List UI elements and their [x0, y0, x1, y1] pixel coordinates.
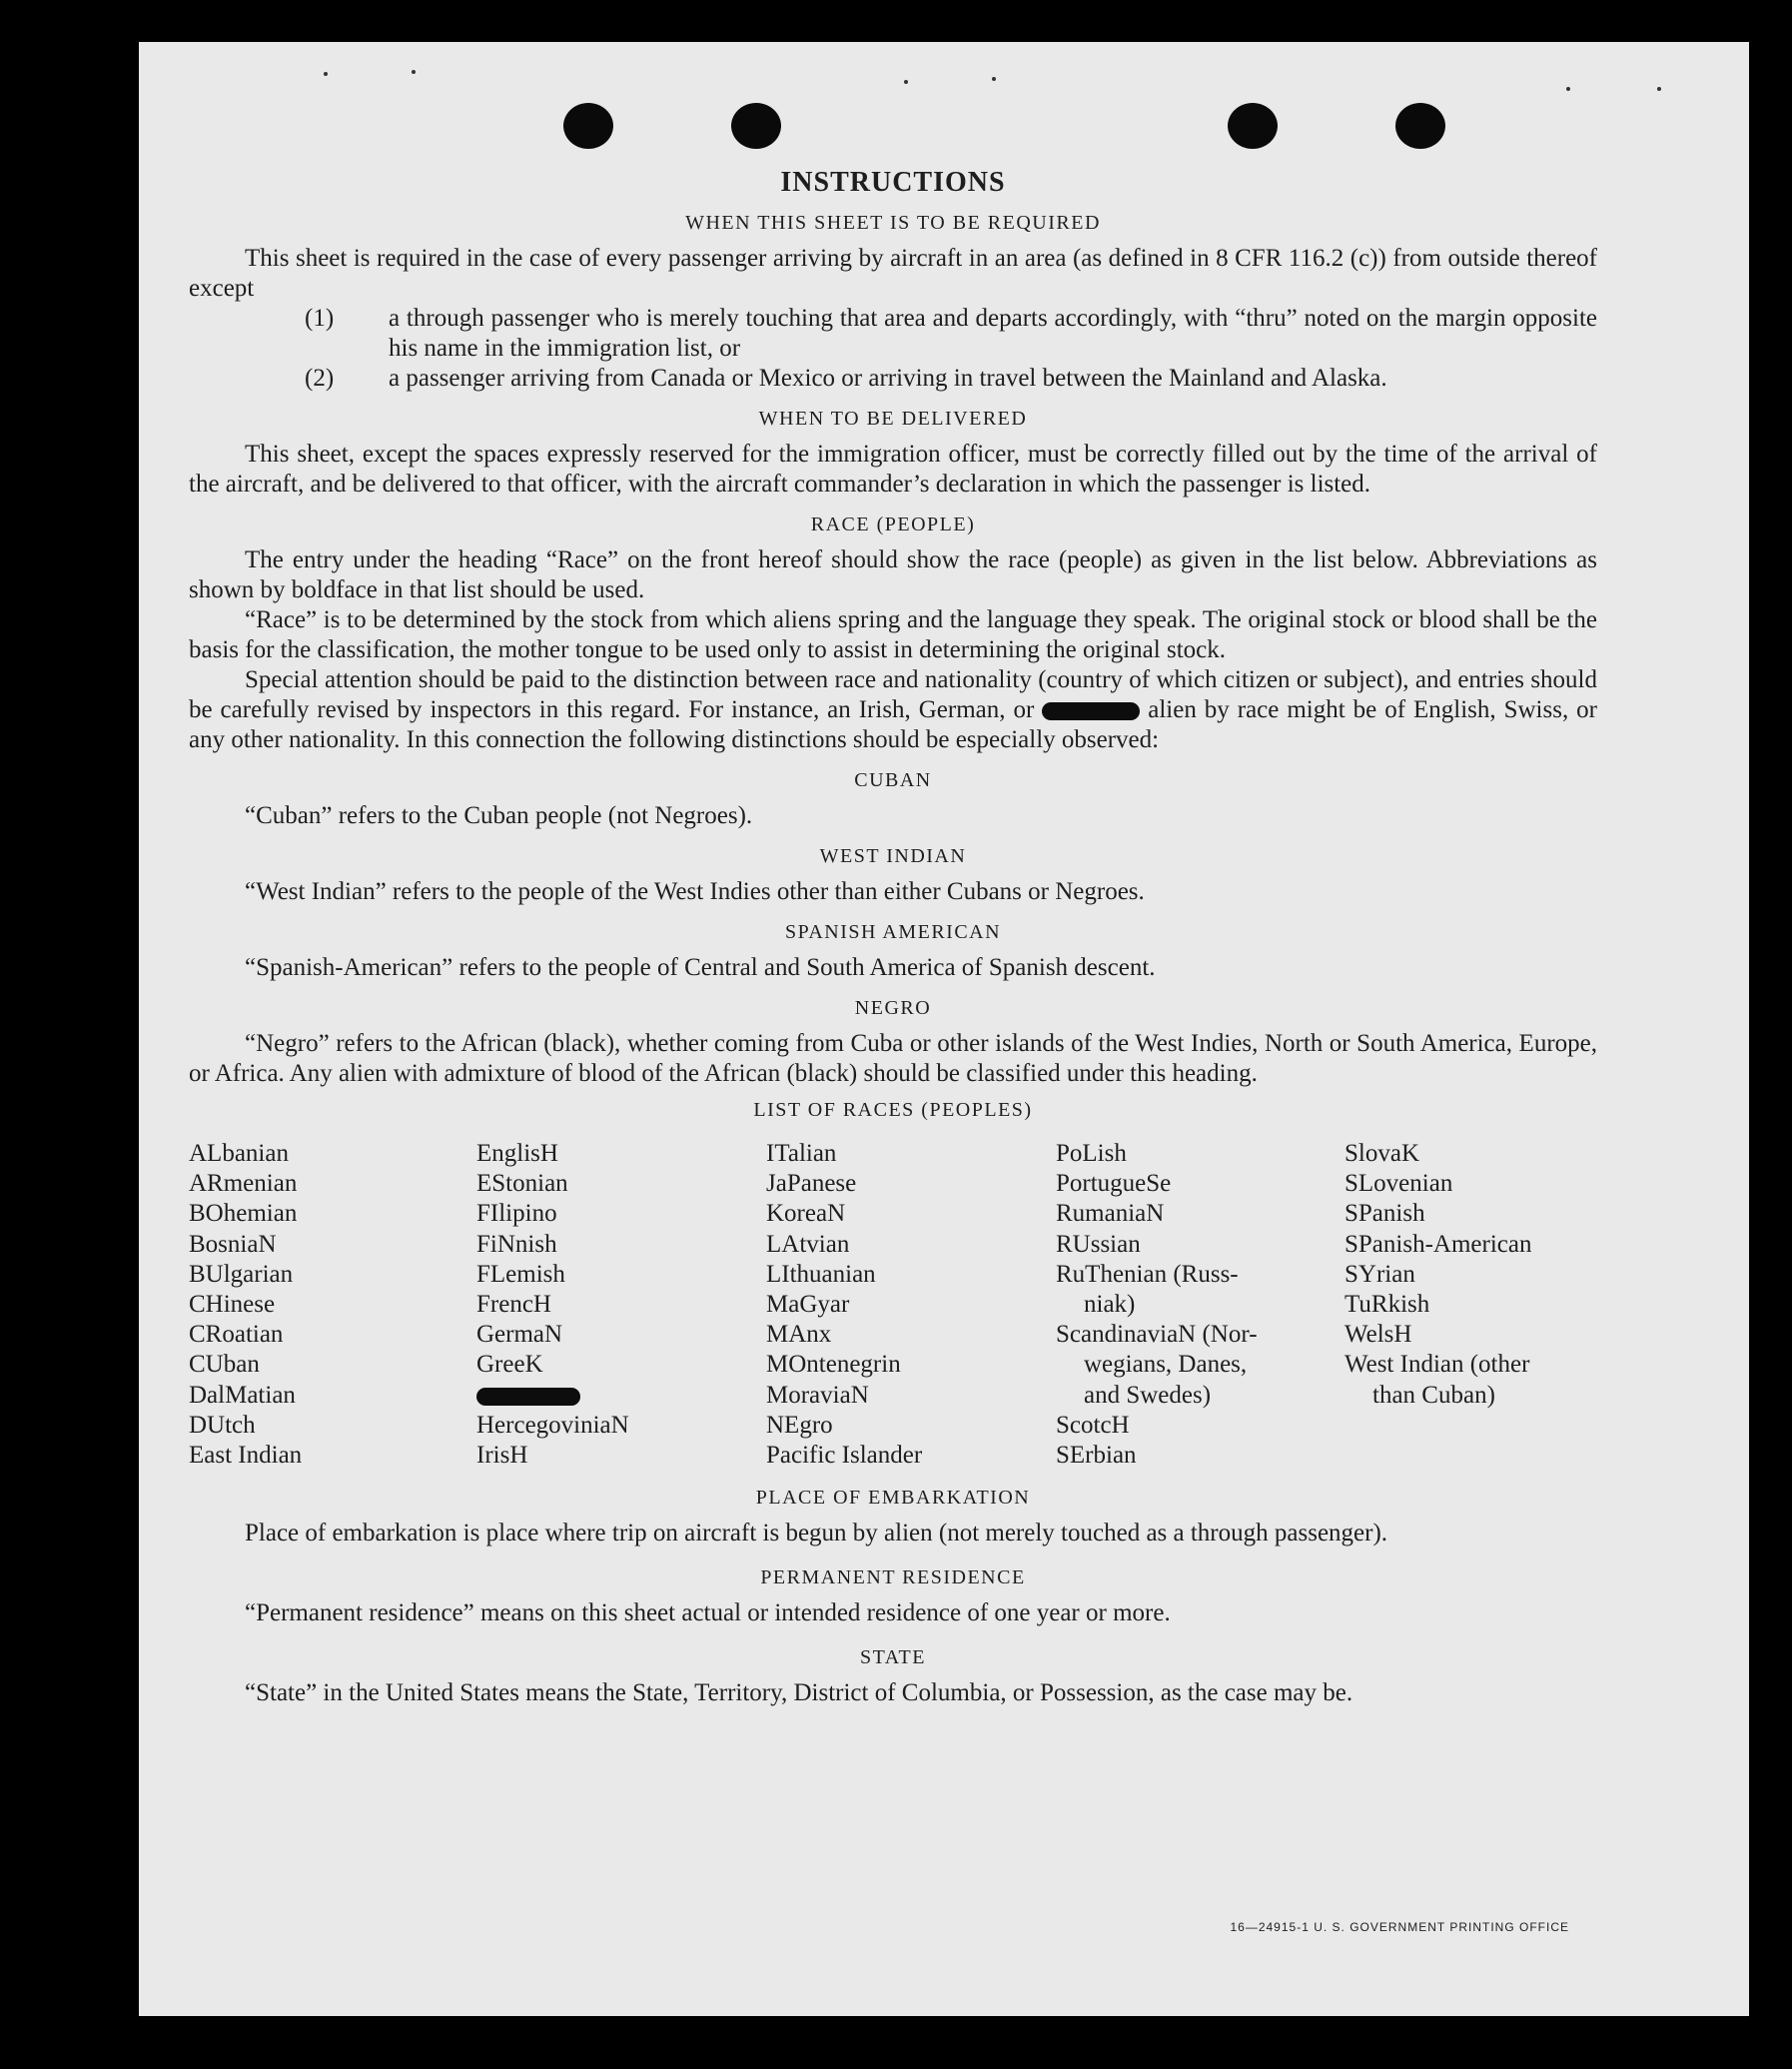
race-entry: MOntenegrin — [766, 1351, 901, 1379]
race-entry: GermaN — [476, 1321, 563, 1349]
redaction-mark — [1042, 702, 1140, 720]
speck — [412, 70, 416, 74]
race-entry: TuRkish — [1344, 1291, 1430, 1319]
races-column-4 — [1056, 1139, 1344, 1471]
delivered-text: This sheet, except the spaces expressly reserved for the immigration officer, must be correctly filled out by the time of the arrival of the aircraft, and be delivered to that officer, with the aircraft commander’s declaration in which the passenger is listed. — [189, 441, 1597, 498]
race-entry: BUlgarian — [189, 1260, 294, 1288]
race-entry: FiNnish — [476, 1230, 557, 1258]
exception-item-1 — [189, 304, 1597, 364]
printer-imprint: 16—24915-1 U. S. GOVERNMENT PRINTING OFFICE — [1230, 1920, 1569, 1934]
race-entry: CRoatian — [189, 1321, 284, 1349]
race-entry: RuThenian (Russ- — [1056, 1260, 1239, 1288]
item-number: (2) — [305, 365, 335, 392]
race-entry: BOhemian — [189, 1200, 298, 1228]
exception-item-2 — [189, 364, 1597, 394]
race-entry: MAnx — [766, 1321, 832, 1349]
section-heading-negro: NEGRO — [854, 997, 932, 1019]
race-entry: RUssian — [1056, 1230, 1141, 1258]
cuban-text: “Cuban” refers to the Cuban people (not Negroes). — [245, 802, 753, 829]
race-entry: FrencH — [476, 1291, 551, 1319]
section-heading-delivered: WHEN TO BE DELIVERED — [758, 408, 1028, 430]
item-text: a through passenger who is merely touching that area and departs accordingly, with “thru” noted on the margin opposite his name in the immigration list, or — [389, 305, 1597, 362]
race-entry-continuation: wegians, Danes, — [1084, 1351, 1248, 1379]
race-entry: RumaniaN — [1056, 1200, 1165, 1228]
race-entry: ARmenian — [189, 1170, 298, 1198]
punch-hole — [731, 103, 781, 149]
race-entry: PortugueSe — [1056, 1170, 1172, 1198]
instructions-content — [189, 162, 1597, 1708]
item-text: a passenger arriving from Canada or Mexico or arriving in travel between the Mainland and Alaska. — [389, 365, 1387, 392]
race-entry: CHinese — [189, 1291, 276, 1319]
race-entry: CUban — [189, 1351, 260, 1379]
section-heading-list-of-races: LIST OF RACES (PEOPLES) — [753, 1099, 1033, 1121]
race-entry: EStonian — [476, 1170, 568, 1198]
punch-hole — [563, 103, 613, 149]
race-paragraph-3 — [189, 665, 1597, 755]
race-paragraph-3a: Special attention should be paid to the distinction between race and nationality (country of which citizen or subject), and entries should be carefully revised by inspectors in this regard. For instance, an Irish, German, or — [189, 666, 1597, 723]
race-entry: PoLish — [1056, 1140, 1127, 1167]
race-paragraph-2: “Race” is to be determined by the stock from which aliens spring and the language they speak. The original stock or blood shall be the basis for the classification, the mother tongue to be used only to assist in determining the original stock. — [189, 606, 1597, 663]
section-heading-required: WHEN THIS SHEET IS TO BE REQUIRED — [685, 212, 1101, 234]
race-entry: SLovenian — [1344, 1170, 1453, 1198]
race-paragraph-3b: alien by race might be of English, Swiss, or any other nationality. In this connection the following distinctions should be especially observed: — [189, 696, 1597, 753]
negro-text: “Negro” refers to the African (black), whether coming from Cuba or other islands of the West Indies, North or South America, Europe, or Africa. Any alien with admixture of blood of the African (black) should be classified under this heading. — [189, 1030, 1597, 1087]
spanish-american-text: “Spanish-American” refers to the people of Central and South America of Spanish descent. — [245, 954, 1156, 981]
section-heading-embarkation: PLACE OF EMBARKATION — [755, 1487, 1031, 1510]
race-entry: GreeK — [476, 1351, 543, 1379]
race-entry: West Indian (other — [1344, 1351, 1530, 1379]
race-entry: EnglisH — [476, 1140, 558, 1167]
race-entry-continuation: niak) — [1084, 1291, 1136, 1319]
section-heading-cuban: CUBAN — [854, 769, 932, 791]
race-entry: NEgro — [766, 1411, 833, 1439]
race-entry: ScandinaviaN (Nor- — [1056, 1321, 1258, 1349]
race-entry: KoreaN — [766, 1200, 846, 1228]
speck — [1566, 87, 1570, 91]
embarkation-text: Place of embarkation is place where trip on aircraft is begun by alien (not merely touched as a through passenger). — [245, 1520, 1388, 1548]
race-entry: SPanish — [1344, 1200, 1425, 1228]
races-list — [189, 1139, 1597, 1471]
section-heading-state: STATE — [860, 1646, 926, 1669]
race-entry: ITalian — [766, 1140, 837, 1167]
races-column-2 — [476, 1139, 766, 1471]
races-column-5 — [1344, 1139, 1597, 1471]
section-heading-residence: PERMANENT RESIDENCE — [760, 1566, 1026, 1589]
section-heading-west-indian: WEST INDIAN — [819, 845, 967, 867]
race-entry: ALbanian — [189, 1140, 289, 1167]
speck — [992, 77, 996, 81]
races-column-1 — [189, 1139, 476, 1471]
state-text: “State” in the United States means the State, Territory, District of Columbia, or Possession, as the case may be. — [245, 1679, 1353, 1707]
races-column-3 — [766, 1139, 1056, 1471]
race-entry: DalMatian — [189, 1381, 296, 1409]
race-entry: IrisH — [476, 1442, 528, 1470]
punch-hole — [1228, 103, 1278, 149]
race-entry: JaPanese — [766, 1170, 857, 1198]
section-heading-spanish-american: SPANISH AMERICAN — [784, 921, 1002, 943]
race-entry: LIthuanian — [766, 1260, 876, 1288]
race-entry: MoraviaN — [766, 1381, 869, 1409]
race-entry: ScotcH — [1056, 1411, 1130, 1439]
punch-hole — [1395, 103, 1445, 149]
race-entry: WelsH — [1344, 1321, 1412, 1349]
race-entry: HercegoviniaN — [476, 1411, 629, 1439]
page-title: INSTRUCTIONS — [780, 167, 1006, 198]
speck — [324, 72, 328, 76]
race-entry-redacted — [476, 1381, 766, 1411]
race-entry: MaGyar — [766, 1291, 850, 1319]
speck — [1657, 87, 1661, 91]
section-heading-race: RACE (PEOPLE) — [810, 514, 976, 535]
residence-text: “Permanent residence” means on this sheet actual or intended residence of one year or more. — [245, 1599, 1171, 1627]
required-intro: This sheet is required in the case of every passenger arriving by aircraft in an area (as defined in 8 CFR 116.2 (c)) from outside thereof except — [189, 245, 1597, 302]
race-entry: East Indian — [189, 1442, 303, 1470]
race-entry-continuation: and Swedes) — [1084, 1381, 1212, 1409]
speck — [904, 80, 908, 84]
document-sheet — [139, 42, 1749, 2016]
west-indian-text: “West Indian” refers to the people of the West Indies other than either Cubans or Negroes. — [245, 878, 1145, 905]
race-entry: FIlipino — [476, 1200, 557, 1228]
race-entry-continuation: than Cuban) — [1372, 1381, 1495, 1409]
race-entry: SYrian — [1344, 1260, 1415, 1288]
race-entry: SlovaK — [1344, 1140, 1419, 1167]
race-entry: BosniaN — [189, 1230, 277, 1258]
redaction-mark — [476, 1388, 580, 1406]
race-paragraph-1: The entry under the heading “Race” on the front hereof should show the race (people) as given in the list below. Abbreviations as shown by boldface in that list should be used. — [189, 546, 1597, 603]
item-number: (1) — [305, 305, 335, 332]
race-entry: SPanish-American — [1344, 1230, 1532, 1258]
race-entry: FLemish — [476, 1260, 565, 1288]
race-entry: Pacific Islander — [766, 1442, 923, 1470]
race-entry: SErbian — [1056, 1442, 1137, 1470]
race-entry: DUtch — [189, 1411, 256, 1439]
race-entry: LAtvian — [766, 1230, 850, 1258]
